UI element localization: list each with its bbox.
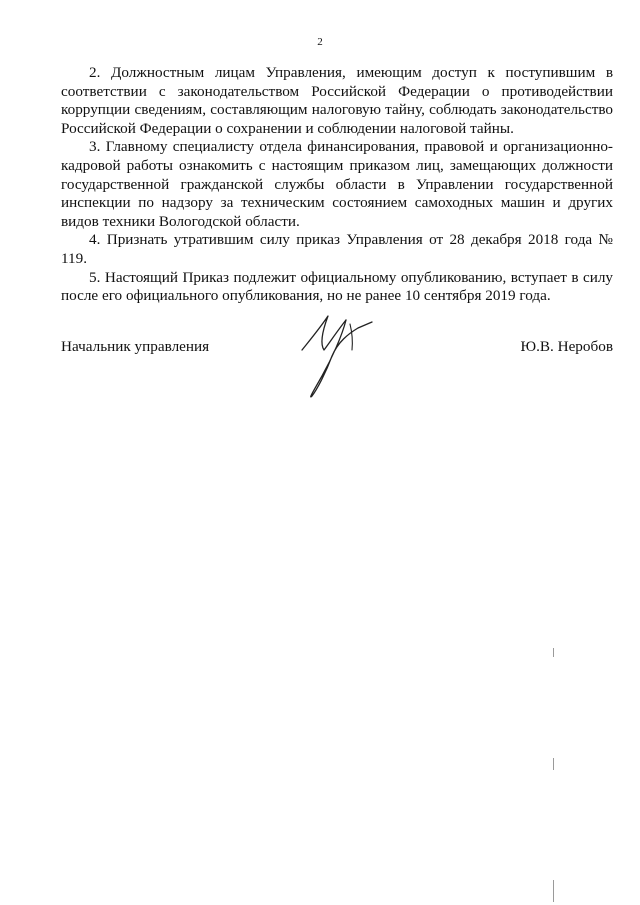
handwritten-signature <box>298 306 376 402</box>
paragraph-4: 4. Признать утратившим силу приказ Управления от 28 декабря 2018 года № 119. <box>61 231 613 267</box>
scan-artifact-line <box>553 648 554 657</box>
page-number: 2 <box>317 36 323 48</box>
scan-artifact-line <box>553 880 554 902</box>
paragraph-2: 2. Должностным лицам Управления, имеющим доступ к поступившим в соответствии с законодательством Российской Федерации о противодействии коррупции сведениям, составляющим налоговую тайну, соблюдать законодательство Российской Федерации о сохранении и соблюдении налоговой тайны. <box>61 64 613 137</box>
signatory-title: Начальник управления <box>61 338 210 355</box>
signatory-name: Ю.В. Неробов <box>520 338 613 355</box>
paragraph-5: 5. Настоящий Приказ подлежит официальному опубликованию, вступает в силу после его официального опубликования, но не ранее 10 сентября 2019 года. <box>61 268 613 305</box>
paragraph-3: 3. Главному специалисту отдела финансирования, правовой и организационно-кадровой работы ознакомить с настоящим приказом лиц, замещающих должности государственной гражданской службы области в Управлении государственной инспекции по надзору за техническим состоянием самоходных машин и других видов техники Вологодской области. <box>61 138 613 230</box>
scan-artifact-line <box>553 758 554 770</box>
document-body <box>61 64 613 306</box>
